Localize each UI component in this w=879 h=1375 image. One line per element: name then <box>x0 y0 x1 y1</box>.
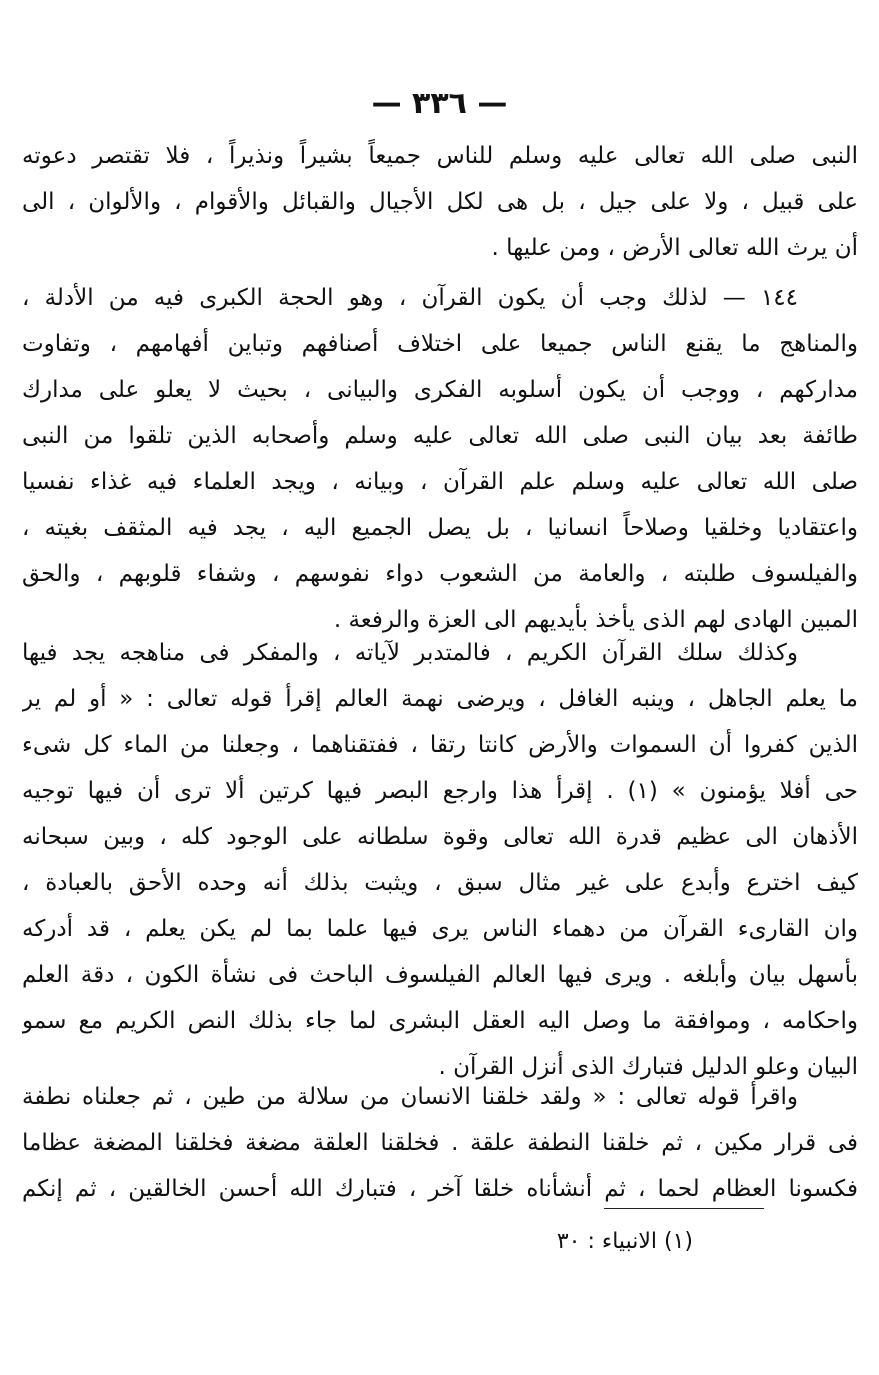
page-number: — ٣٣٦ — <box>371 86 508 121</box>
text-line: طائفة بعد بيان النبى صلى الله تعالى عليه وسلم وأصحابه الذين تلقوا من النبى <box>22 423 858 449</box>
text-line: الذين كفروا أن السموات والأرض كانتا رتقا ، ففتقناهما ، وجعلنا من الماء كل شىء <box>22 732 858 758</box>
text-line: حى أفلا يؤمنون » (١) . إقرأ هذا وارجع البصر فيها كرتين ألا ترى أن فيها توجيه <box>22 778 858 804</box>
footnote-separator <box>604 1208 764 1209</box>
text-line: كيف اخترع وأبدع على غير مثال سبق ، ويثبت بذلك أنه وحده الأحق بالعبادة ، <box>22 870 858 896</box>
paragraph-1 <box>22 133 858 271</box>
text-line: صلى الله تعالى عليه وسلم علم القرآن ، وبيانه ، ويجد العلماء فيه غذاء نفسيا <box>22 469 858 495</box>
text-line: النبى صلى الله تعالى عليه وسلم للناس جميعاً بشيراً ونذيراً ، فلا تقتصر دعوته <box>22 143 858 169</box>
text-line: ما يعلم الجاهل ، وينبه الغافل ، ويرضى نهمة العالم إقرأ قوله تعالى : « أو لم ير <box>22 686 858 712</box>
text-line: أن يرث الله تعالى الأرض ، ومن عليها . <box>491 235 858 261</box>
text-line: واعتقاديا وخلقيا وصلاحاً انسانيا ، بل يصل الجميع اليه ، يجد فيه المثقف بغيته ، <box>22 515 858 541</box>
text-line: فكسونا العظام لحما ، ثم أنشأناه خلقا آخر ، فتبارك الله أحسن الخالقين ، ثم إنكم <box>22 1176 858 1202</box>
paragraph-3 <box>22 630 858 1090</box>
text-line: البيان وعلو الدليل فتبارك الذى أنزل القرآن . <box>438 1054 858 1080</box>
text-line: ١٤٤ — لذلك وجب أن يكون القرآن ، وهو الحجة الكبرى فيه من الأدلة ، <box>22 285 798 311</box>
paragraph-4 <box>22 1074 858 1212</box>
text-line: مداركهم ، ووجب أن يكون أسلوبه الفكرى والبيانى ، بحيث لا يعلو على مدارك <box>22 377 858 403</box>
text-line: فى قرار مكين ، ثم خلقنا النطفة علقة . فخلقنا العلقة مضغة فخلقنا المضغة عظاما <box>22 1130 858 1156</box>
text-line: وكذلك سلك القرآن الكريم ، فالمتدبر لآياته ، والمفكر فى مناهجه يجد فيها <box>22 640 798 666</box>
text-line: على قبيل ، ولا على جيل ، بل هى لكل الأجيال والقبائل والأقوام ، والألوان ، الى <box>22 189 858 215</box>
paragraph-2 <box>22 275 858 643</box>
text-line: والمناهج ما يقنع الناس جميعا على اختلاف أصنافهم وتباين أفهامهم ، وتفاوت <box>22 331 858 357</box>
text-line: الأذهان الى عظيم قدرة الله تعالى وقوة سلطانه على الوجود كله ، وبين سبحانه <box>22 824 858 850</box>
text-line: والفيلسوف طلبته ، والعامة من الشعوب دواء نفوسهم ، وشفاء قلوبهم ، والحق <box>22 561 858 587</box>
text-line: واحكامه ، وموافقة ما وصل اليه العقل البشرى لما جاء بذلك النص الكريم مع سمو <box>22 1008 858 1034</box>
text-line: بأسهل بيان وأبلغه . ويرى فيها العالم الفيلسوف الباحث فى نشأة الكون ، دقة العلم <box>22 962 858 988</box>
text-line: واقرأ قوله تعالى : « ولقد خلقنا الانسان من سلالة من طين ، ثم جعلناه نطفة <box>22 1084 798 1110</box>
text-line: وان القارىء القرآن من دهماء الناس يرى فيها علما بما لم يكن يعلم ، قد أدركه <box>22 916 858 942</box>
text-line: المبين الهادى لهم الذى يأخذ بأيديهم الى العزة والرفعة . <box>333 607 858 633</box>
footnote: (١) الانبياء : ٣٠ <box>556 1229 693 1254</box>
